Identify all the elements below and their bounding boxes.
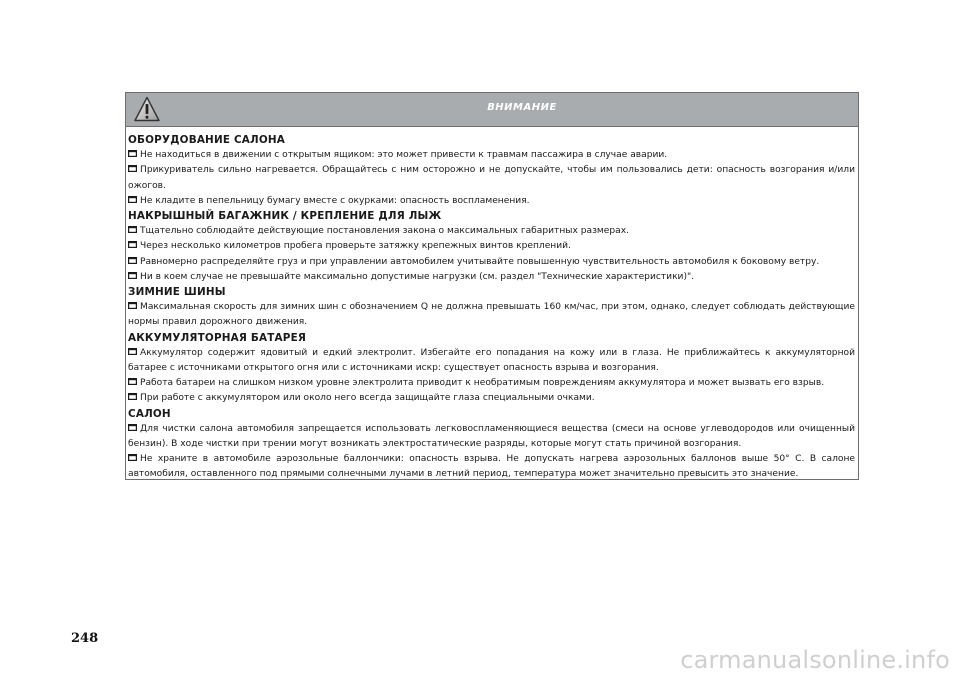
warning-item (128, 391, 855, 406)
bullet-icon (128, 393, 137, 400)
warning-item-text: При работе с аккумулятором или около него всегда защищайте глаза специальными очками. (140, 393, 595, 404)
warning-item-text: Максимальная скорость для зимних шин с обозначением Q не должна превышать 160 км/час, при этом, однако, следует соблюдать действующие нормы правил дорожного движения. (128, 302, 855, 328)
warning-item (128, 346, 855, 376)
bullet-icon (128, 378, 137, 385)
bullet-icon (128, 257, 137, 264)
warning-item-text: Тщательно соблюдайте действующие постановления закона о максимальных габаритных размерах. (140, 226, 629, 237)
page-number: 248 (71, 631, 99, 646)
warning-item (128, 452, 855, 482)
bullet-icon (128, 241, 137, 248)
warning-item-text: Через несколько километров пробега проверьте затяжку крепежных винтов креплений. (140, 241, 571, 252)
warning-box (125, 92, 859, 480)
warning-content (128, 133, 855, 483)
bullet-icon (128, 165, 137, 172)
section-title: САЛОН (128, 407, 171, 420)
warning-item-text: Для чистки салона автомобиля запрещается использовать легковоспламеняющиеся вещества (смеси на основе углеводородов или очищенный бензин). В ходе чистки при трении могут возникать электростатические разряды, которые могут стать причиной возгорания. (128, 423, 855, 450)
section-title: ЗИМНИЕ ШИНЫ (128, 286, 226, 299)
warning-item-text: Не находиться в движении с открытым ящиком: это может привести к травмам пассажира в случае аварии. (140, 150, 668, 161)
warning-item (128, 194, 855, 209)
watermark: carmanualsonline.info (680, 646, 950, 674)
bullet-icon (128, 196, 137, 203)
warning-item (128, 163, 855, 193)
warning-item (128, 270, 855, 285)
warning-item (128, 224, 855, 239)
warning-item-text: Работа батареи на слишком низком уровне электролита приводит к необратимым повреждениям аккумулятора и может вызвать его взрыв. (140, 378, 825, 389)
bullet-icon (128, 424, 137, 431)
warning-item (128, 300, 855, 330)
warning-item-text: Аккумулятор содержит ядовитый и едкий электролит. Избегайте его попадания на кожу или в глаза. Не приближайтесь к аккумуляторной батарее с источниками открытого огня или с источниками искр: существует опасность взрыва и возгорания. (128, 347, 855, 374)
bullet-icon (128, 272, 137, 279)
warning-item-text: Прикуриватель сильно нагревается. Обращайтесь с ним осторожно и не допускайте, чтобы им пользовались дети: опасность возгорания и/или ожогов. (128, 165, 855, 191)
section-title: ОБОРУДОВАНИЕ САЛОНА (128, 134, 286, 146)
section-title: НАКРЫШНЫЙ БАГАЖНИК / КРЕПЛЕНИЕ ДЛЯ ЛЫЖ (128, 210, 442, 223)
bullet-icon (128, 302, 137, 309)
bullet-icon (128, 454, 137, 461)
warning-item-text: Не кладите в пепельницу бумагу вместе с окурками: опасность воспламенения. (140, 195, 530, 206)
bullet-icon (128, 150, 137, 157)
warning-title: ВНИМАНИЕ (487, 102, 557, 113)
warning-item-text: Ни в коем случае не превышайте максимально допустимые нагрузки (см. раздел "Технические характеристики)". (140, 271, 695, 282)
section-title: АККУМУЛЯТОРНАЯ БАТАРЕЯ (128, 331, 307, 344)
bullet-icon (128, 348, 137, 355)
warning-item (128, 148, 855, 163)
bullet-icon (128, 226, 137, 233)
warning-item-text: Не храните в автомобиле аэрозольные баллончики: опасность взрыва. Не допускать нагрева аэрозольных баллонов выше 50° C. В салоне автомобиля, оставленного под прямыми солнечными лучами в летний период, температура может значительно превысить это значение. (128, 454, 855, 480)
warning-item (128, 376, 855, 391)
warning-item (128, 422, 855, 452)
warning-item (128, 255, 855, 270)
warning-item-text: Равномерно распределяйте груз и при управлении автомобилем учитывайте повышенную чувствительность автомобиля к боковому ветру. (140, 256, 820, 267)
warning-header (126, 93, 858, 127)
warning-item (128, 239, 855, 254)
